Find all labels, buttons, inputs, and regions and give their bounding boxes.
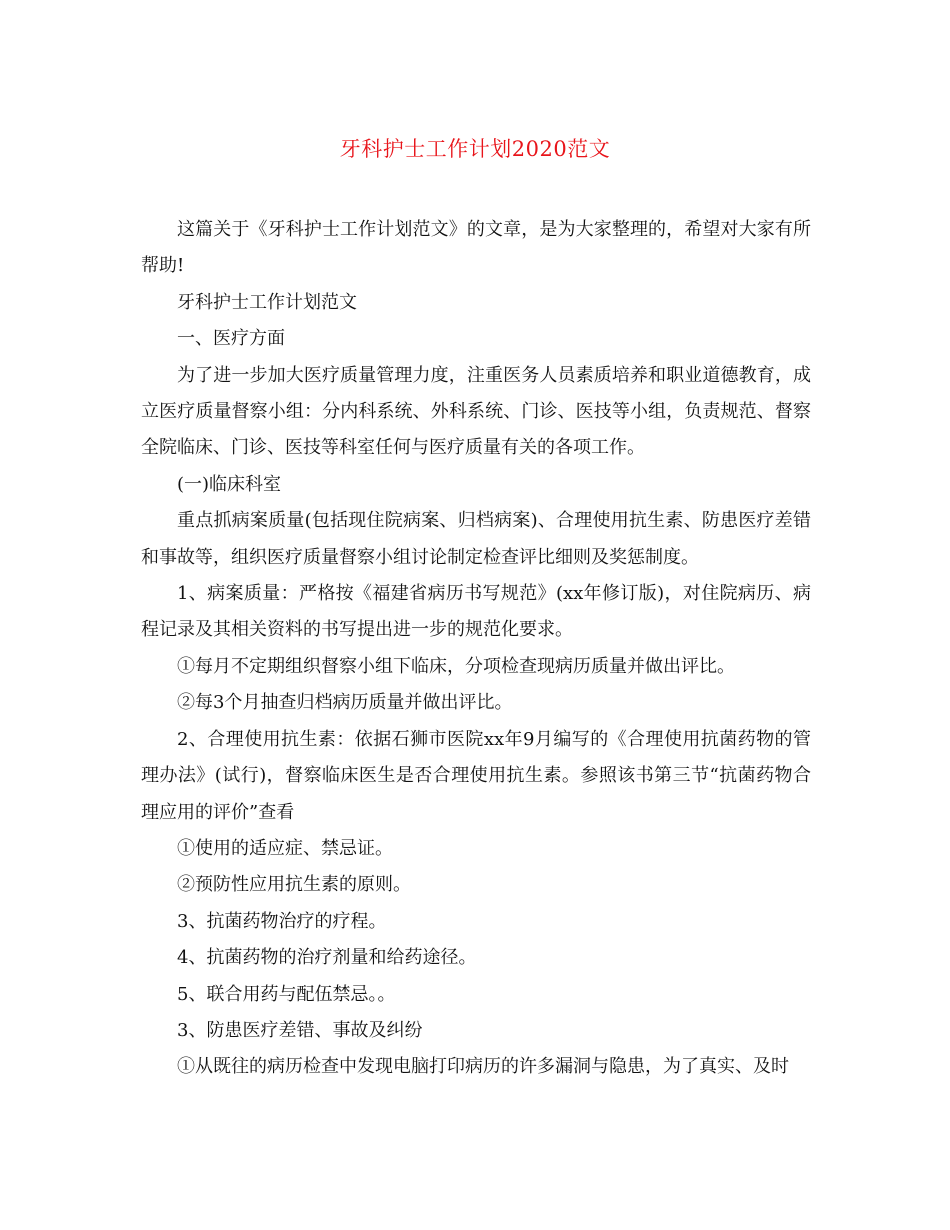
paragraph-intro: 这篇关于《牙科护士工作计划范文》的文章，是为大家整理的，希望对大家有所帮助! xyxy=(141,219,811,277)
item-quarterly-check: ②每3个月抽查归档病历质量并做出评比。 xyxy=(177,692,513,714)
paragraph-clinical-focus: 重点抓病案质量(包括现住院病案、归档病案)、合理使用抗生素、防患医疗差错和事故等，组织医疗质量督察小组讨论制定检查评比细则及奖惩制度。 xyxy=(141,510,811,568)
document-title: 牙科护士工作计划2020范文 xyxy=(339,137,611,161)
paragraph-medical-quality: 为了进一步加大医疗质量管理力度，注重医务人员素质培养和职业道德教育，成立医疗质量督察小组：分内科系统、外科系统、门诊、医技等小组，负责规范、督察全院临床、门诊、医技等科室任何与医疗质量有关的各项工作。 xyxy=(141,364,811,459)
document-body xyxy=(141,212,811,1086)
item-antibiotics: 2、合理使用抗生素：依据石狮市医院xx年9月编写的《合理使用抗菌药物的管理办法》(试行)，督察临床医生是否合理使用抗生素。参照该书第三节“抗菌药物合理应用的评价”查看 xyxy=(141,728,811,823)
item-indications: ①使用的适应症、禁忌证。 xyxy=(177,837,393,859)
section-heading-medical: 一、医疗方面 xyxy=(177,328,285,350)
item-combination: 5、联合用药与配伍禁忌。。 xyxy=(177,983,396,1005)
item-course: 3、抗菌药物治疗的疗程。 xyxy=(177,910,387,932)
subsection-heading-clinical: (一)临床科室 xyxy=(177,473,282,495)
item-computer-records: ①从既往的病历检查中发现电脑打印病历的许多漏洞与隐患，为了真实、及时 xyxy=(177,1056,789,1078)
paragraph-subtitle: 牙科护士工作计划范文 xyxy=(177,291,357,313)
item-prophylaxis: ②预防性应用抗生素的原则。 xyxy=(177,874,411,896)
item-dosage: 4、抗菌药物的治疗剂量和给药途径。 xyxy=(177,947,477,969)
item-prevent-errors: 3、防患医疗差错、事故及纠纷 xyxy=(177,1019,423,1041)
item-monthly-check: ①每月不定期组织督察小组下临床，分项检查现病历质量并做出评比。 xyxy=(177,655,735,677)
item-case-quality: 1、病案质量：严格按《福建省病历书写规范》(xx年修订版)，对住院病历、病程记录及其相关资料的书写提出进一步的规范化要求。 xyxy=(141,583,811,641)
